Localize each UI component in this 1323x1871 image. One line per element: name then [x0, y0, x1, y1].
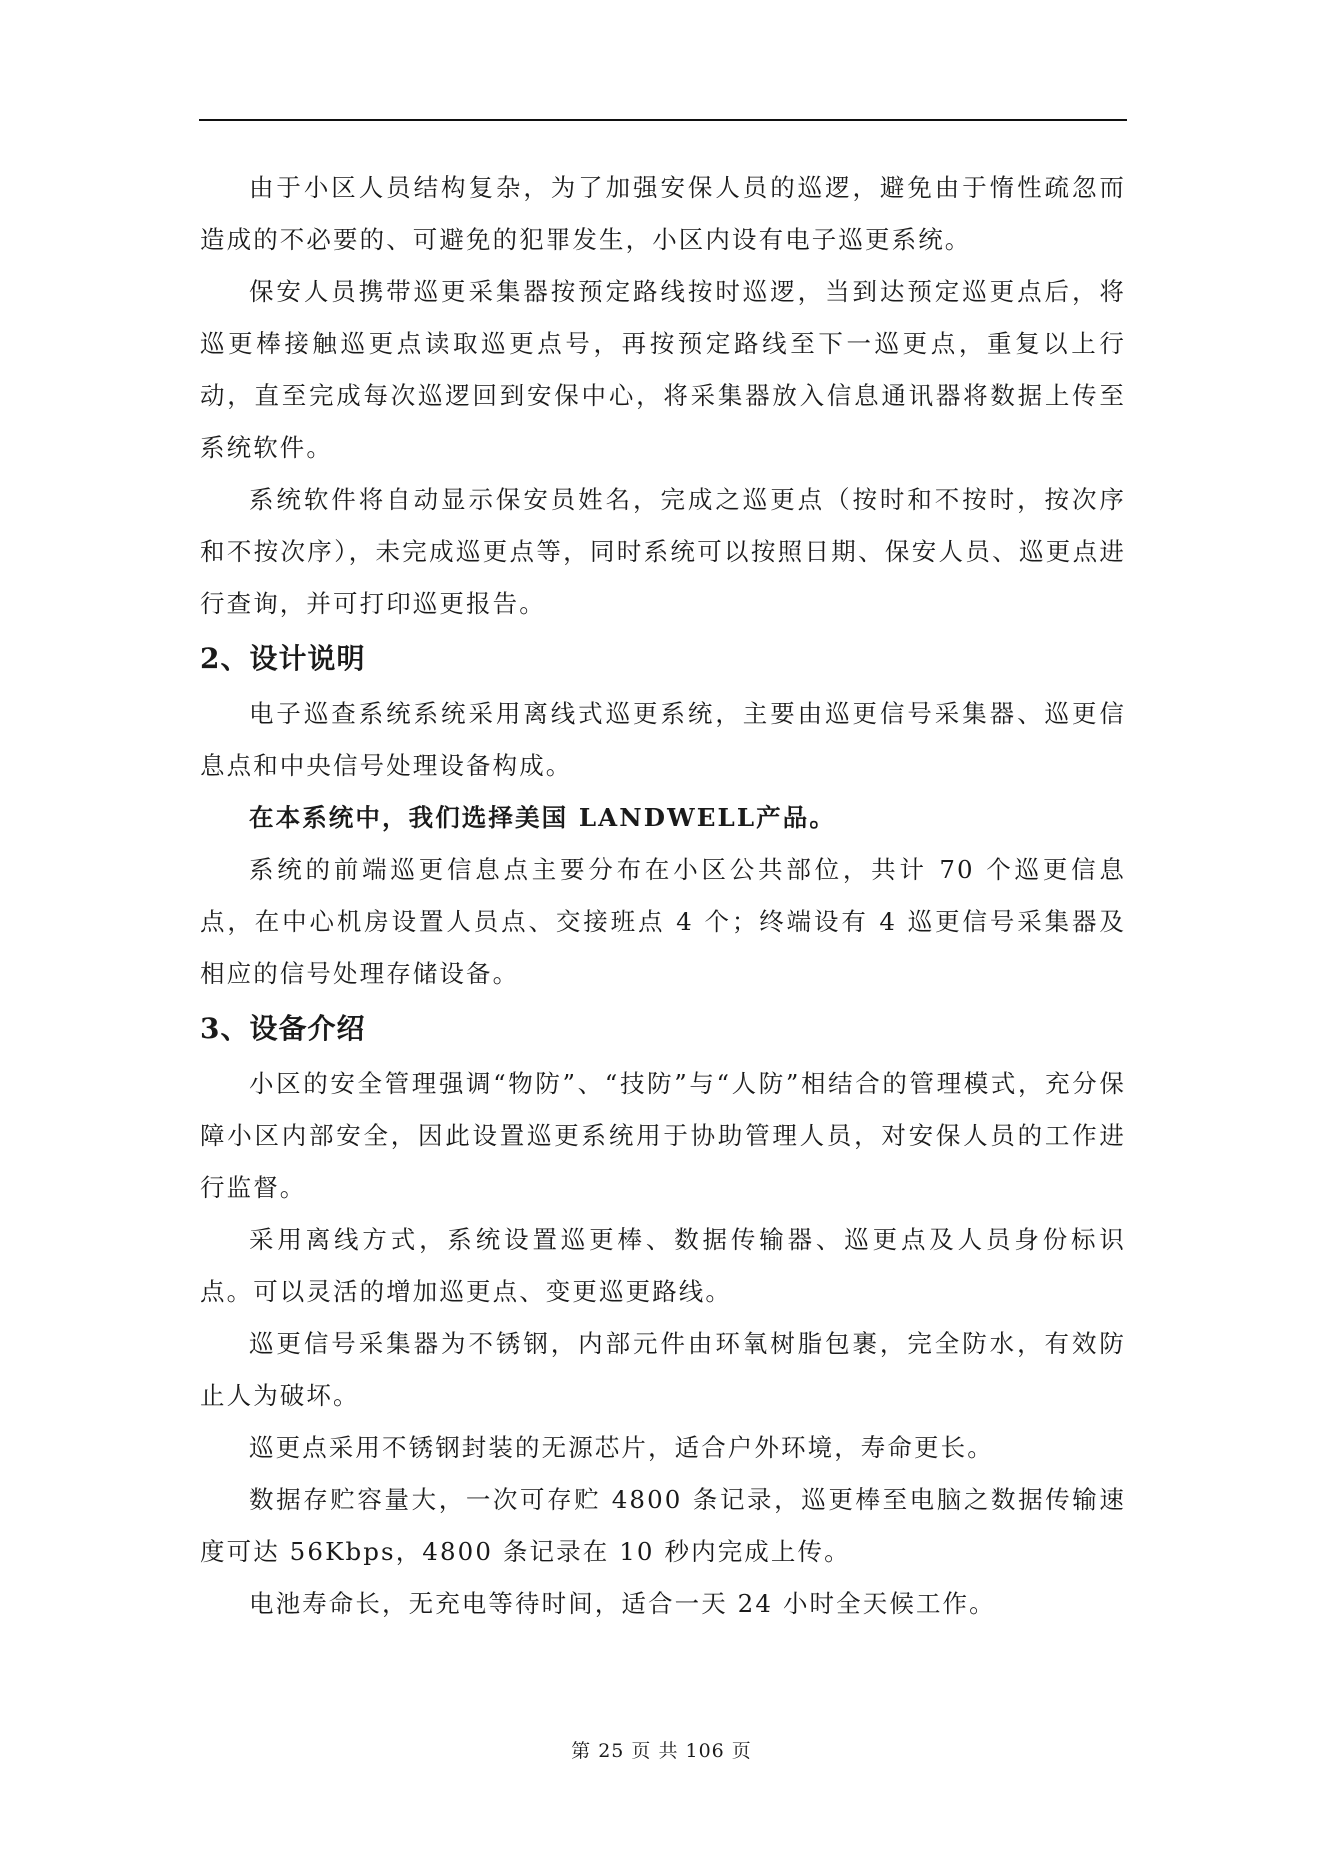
document-body — [200, 162, 1126, 1630]
paragraph-bold: 在本系统中，我们选择美国 LANDWELL产品。 — [249, 803, 836, 832]
paragraph: 巡更点采用不锈钢封装的无源芯片，适合户外环境，寿命更长。 — [249, 1433, 994, 1462]
paragraph: 小区的安全管理强调“物防”、“技防”与“人防”相结合的管理模式，充分保障小区内部安全，因此设置巡更系统用于协助管理人员，对安保人员的工作进行监督。 — [200, 1069, 1126, 1202]
paragraph: 保安人员携带巡更采集器按预定路线按时巡逻，当到达预定巡更点后，将巡更棒接触巡更点读取巡更点号，再按预定路线至下一巡更点，重复以上行动，直至完成每次巡逻回到安保中心，将采集器放入信息通讯器将数据上传至系统软件。 — [200, 277, 1126, 462]
paragraph: 由于小区人员结构复杂，为了加强安保人员的巡逻，避免由于惰性疏忽而造成的不必要的、可避免的犯罪发生，小区内设有电子巡更系统。 — [200, 173, 1126, 254]
paragraph: 电池寿命长，无充电等待时间，适合一天 24 小时全天候工作。 — [249, 1589, 996, 1618]
paragraph: 采用离线方式，系统设置巡更棒、数据传输器、巡更点及人员身份标识点。可以灵活的增加巡更点、变更巡更路线。 — [200, 1225, 1126, 1306]
page-footer: 第 25 页 共 106 页 — [571, 1740, 752, 1762]
paragraph: 巡更信号采集器为不锈钢，内部元件由环氧树脂包裹，完全防水，有效防止人为破坏。 — [200, 1329, 1126, 1410]
header-rule — [199, 119, 1127, 121]
paragraph: 电子巡查系统系统采用离线式巡更系统，主要由巡更信号采集器、巡更信息点和中央信号处理设备构成。 — [200, 699, 1126, 780]
paragraph: 系统的前端巡更信息点主要分布在小区公共部位，共计 70 个巡更信息点，在中心机房设置人员点、交接班点 4 个；终端设有 4 巡更信号采集器及相应的信号处理存储设备。 — [200, 855, 1126, 988]
section-heading-equipment: 3、设备介绍 — [200, 1012, 366, 1045]
paragraph: 系统软件将自动显示保安员姓名，完成之巡更点（按时和不按时，按次序和不按次序），未完成巡更点等，同时系统可以按照日期、保安人员、巡更点进行查询，并可打印巡更报告。 — [200, 485, 1126, 618]
paragraph: 数据存贮容量大，一次可存贮 4800 条记录，巡更棒至电脑之数据传输速度可达 56Kbps，4800 条记录在 10 秒内完成上传。 — [200, 1485, 1126, 1566]
section-heading-design: 2、设计说明 — [200, 642, 366, 675]
